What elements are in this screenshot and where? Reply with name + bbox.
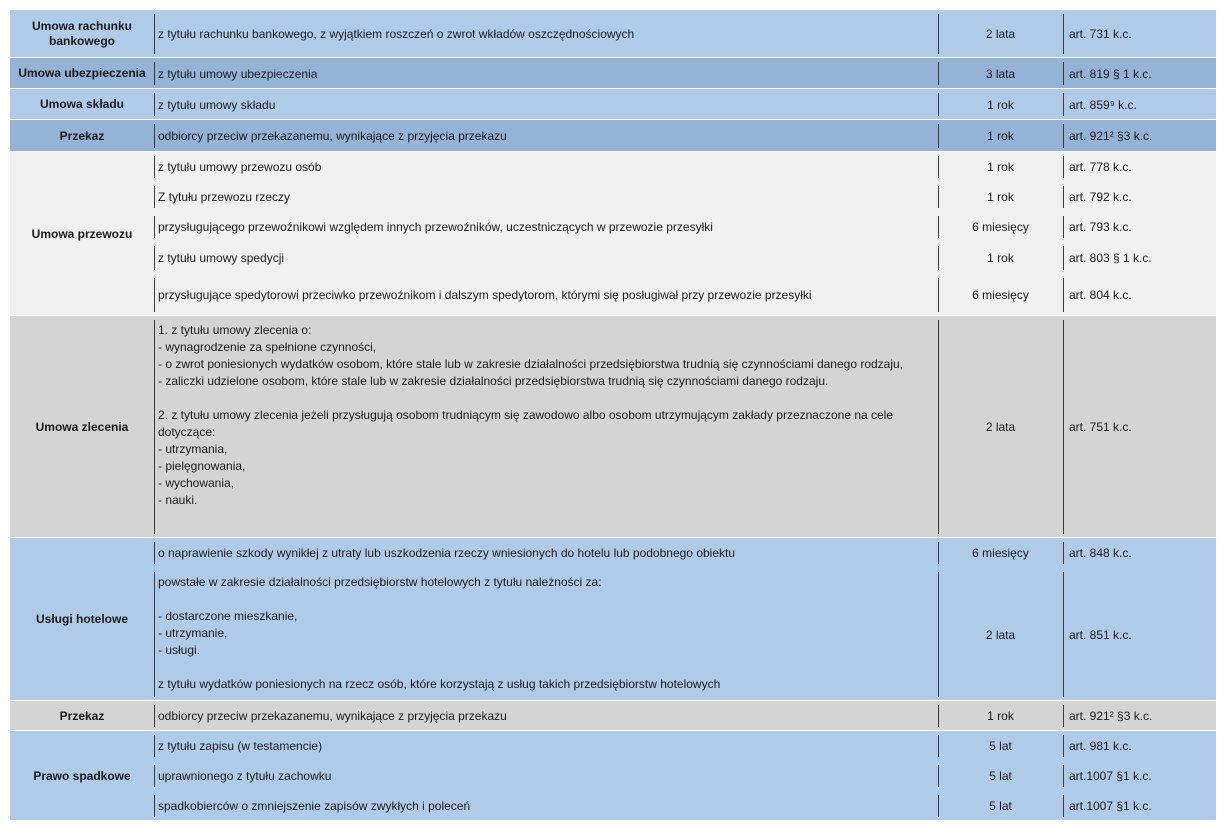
claim-description: z tytułu zapisu (w testamencie) bbox=[158, 739, 323, 753]
column-separator bbox=[154, 572, 155, 697]
legal-article: art.1007 §1 k.c. bbox=[1069, 799, 1152, 813]
column-separator bbox=[154, 246, 155, 270]
category-label: Prawo spadkowe bbox=[33, 768, 131, 783]
column-separator bbox=[938, 572, 939, 697]
legal-article: art. 921² §3 k.c. bbox=[1069, 709, 1153, 723]
column-separator bbox=[154, 320, 155, 534]
legal-article: art. 731 k.c. bbox=[1069, 27, 1132, 41]
limitation-period: 6 miesięcy bbox=[972, 546, 1029, 560]
column-separator bbox=[1063, 14, 1064, 54]
column-separator bbox=[154, 156, 155, 178]
category-label: Umowa rachunku bankowego bbox=[31, 19, 133, 48]
legal-article: art. 804 k.c. bbox=[1069, 288, 1132, 302]
claim-description: spadkobierców o zmniejszenie zapisów zwykłych i poleceń bbox=[158, 799, 471, 813]
column-separator bbox=[1063, 542, 1064, 564]
claim-description: 1. z tytułu umowy zlecenia o: - wynagrodzenie za spełnione czynności, - o zwrot poniesionych wydatków osobom, które stale lub w zakresie działalności przedsiębiorstwa trudnią się czynnościami danego rodzaju, - zaliczki udzielone osobom, które stale lub w zakresie działalności przedsiębiorstwa trudnią się czynnościami danego rodzaju. 2. z tytułu umowy zlecenia jeżeli przysługują osobom trudniącym się zawodowo albo osobom utrzymującym zakłady przeznaczone na cele dotyczące: - utrzymania, - pielęgnowania, - wychowania, - nauki. bbox=[158, 323, 904, 507]
claim-description: z tytułu umowy spedycji bbox=[158, 251, 285, 265]
column-separator bbox=[1063, 572, 1064, 697]
column-separator bbox=[1063, 93, 1064, 116]
limitation-period: 2 lata bbox=[985, 420, 1016, 434]
legal-article: art. 819 § 1 k.c. bbox=[1069, 66, 1152, 81]
column-separator bbox=[938, 705, 939, 727]
column-separator bbox=[154, 278, 155, 312]
limitation-period: 1 rok bbox=[987, 190, 1014, 204]
legal-article: art. 778 k.c. bbox=[1069, 160, 1132, 174]
legal-article: art. 859⁹ k.c. bbox=[1069, 97, 1137, 112]
legal-article: art. 848 k.c. bbox=[1069, 546, 1132, 560]
claim-description: o naprawienie szkody wynikłej z utraty lub uszkodzenia rzeczy wniesionych do hotelu lub podobnego obiektu bbox=[158, 546, 736, 560]
column-separator bbox=[1063, 765, 1064, 787]
claim-description: Z tytułu przewozu rzeczy bbox=[158, 190, 291, 204]
limitation-period: 6 miesięcy bbox=[972, 288, 1029, 302]
column-separator bbox=[1063, 278, 1064, 312]
column-separator bbox=[938, 542, 939, 564]
column-separator bbox=[1063, 124, 1064, 148]
column-separator bbox=[938, 765, 939, 787]
legal-article: art. 803 § 1 k.c. bbox=[1069, 251, 1152, 265]
claim-description: powstałe w zakresie działalności przedsiębiorstw hotelowych z tytułu należności za: - dostarczone mieszkanie, - utrzymanie, - usługi. z tytułu wydatków poniesionych na rzecz osób, które korzystają z usług takich przedsiębiorstw hotelowych bbox=[158, 575, 721, 691]
limitation-period: 6 miesięcy bbox=[972, 220, 1029, 234]
column-separator bbox=[1063, 216, 1064, 238]
column-separator bbox=[154, 735, 155, 757]
claim-description: z tytułu umowy ubezpieczenia bbox=[158, 66, 318, 81]
column-separator bbox=[938, 156, 939, 178]
column-separator bbox=[938, 246, 939, 270]
limitation-period: 1 rok bbox=[987, 251, 1014, 265]
column-separator bbox=[154, 795, 155, 817]
column-separator bbox=[938, 93, 939, 116]
column-separator bbox=[154, 93, 155, 116]
column-separator bbox=[938, 795, 939, 817]
column-separator bbox=[1063, 62, 1064, 85]
limitation-period: 2 lata bbox=[985, 27, 1016, 41]
column-separator bbox=[938, 735, 939, 757]
limitation-period: 5 lat bbox=[989, 799, 1012, 813]
legal-article: art.1007 §1 k.c. bbox=[1069, 769, 1152, 783]
category-label: Umowa zlecenia bbox=[35, 419, 129, 434]
category-label: Przekaz bbox=[59, 128, 105, 143]
limitation-period: 1 rok bbox=[987, 129, 1014, 143]
category-label: Usługi hotelowe bbox=[35, 612, 128, 626]
claim-description: przysługującego przewoźnikowi względem innych przewoźników, uczestniczących w przewozie przesyłki bbox=[158, 220, 713, 234]
limitation-period: 3 lata bbox=[985, 66, 1016, 81]
legal-article: art. 981 k.c. bbox=[1069, 739, 1132, 753]
category-label: Umowa przewozu bbox=[31, 226, 133, 241]
limitation-period: 1 rok bbox=[987, 709, 1014, 723]
claim-description: przysługujące spedytorowi przeciwko przewoźnikom i dalszym spedytorom, którymi się posługiwał przy przewozie przesyłki bbox=[158, 288, 812, 302]
column-separator bbox=[938, 216, 939, 238]
column-separator bbox=[154, 216, 155, 238]
column-separator bbox=[154, 124, 155, 148]
column-separator bbox=[154, 186, 155, 208]
column-separator bbox=[154, 705, 155, 727]
column-separator bbox=[938, 320, 939, 534]
column-separator bbox=[1063, 156, 1064, 178]
limitation-period: 2 lata bbox=[985, 627, 1016, 642]
column-separator bbox=[1063, 705, 1064, 727]
column-separator bbox=[154, 765, 155, 787]
column-separator bbox=[1063, 246, 1064, 270]
legal-article: art. 793 k.c. bbox=[1069, 220, 1132, 234]
limitation-period: 5 lat bbox=[989, 769, 1012, 783]
claim-description: uprawnionego z tytułu zachowku bbox=[158, 769, 332, 783]
column-separator bbox=[154, 14, 155, 54]
column-separator bbox=[1063, 795, 1064, 817]
column-separator bbox=[938, 124, 939, 148]
column-separator bbox=[938, 186, 939, 208]
claim-description: z tytułu umowy przewozu osób bbox=[158, 160, 322, 174]
claim-description: z tytułu rachunku bankowego, z wyjątkiem roszczeń o zwrot wkładów oszczędnościowych bbox=[158, 27, 635, 41]
column-separator bbox=[1063, 320, 1064, 534]
column-separator bbox=[154, 542, 155, 564]
column-separator bbox=[938, 62, 939, 85]
column-separator bbox=[154, 62, 155, 85]
legal-article: art. 792 k.c. bbox=[1069, 190, 1132, 204]
legal-article: art. 921² §3 k.c. bbox=[1069, 129, 1153, 143]
limitation-period: 1 rok bbox=[987, 160, 1014, 174]
claim-description: odbiorcy przeciw przekazanemu, wynikające z przyjęcia przekazu bbox=[158, 129, 507, 143]
limitation-period: 1 rok bbox=[987, 97, 1014, 112]
column-separator bbox=[1063, 735, 1064, 757]
claim-description: odbiorcy przeciw przekazanemu, wynikające z przyjęcia przekazu bbox=[158, 709, 507, 723]
column-separator bbox=[1063, 186, 1064, 208]
column-separator bbox=[938, 14, 939, 54]
category-label: Umowa składu bbox=[39, 97, 125, 111]
legal-article: art. 851 k.c. bbox=[1069, 627, 1132, 642]
claim-description: z tytułu umowy składu bbox=[158, 97, 276, 112]
category-label: Umowa ubezpieczenia bbox=[18, 66, 146, 80]
legal-article: art. 751 k.c. bbox=[1069, 420, 1132, 434]
column-separator bbox=[938, 278, 939, 312]
limitation-period: 5 lat bbox=[989, 739, 1012, 753]
category-label: Przekaz bbox=[59, 708, 105, 723]
